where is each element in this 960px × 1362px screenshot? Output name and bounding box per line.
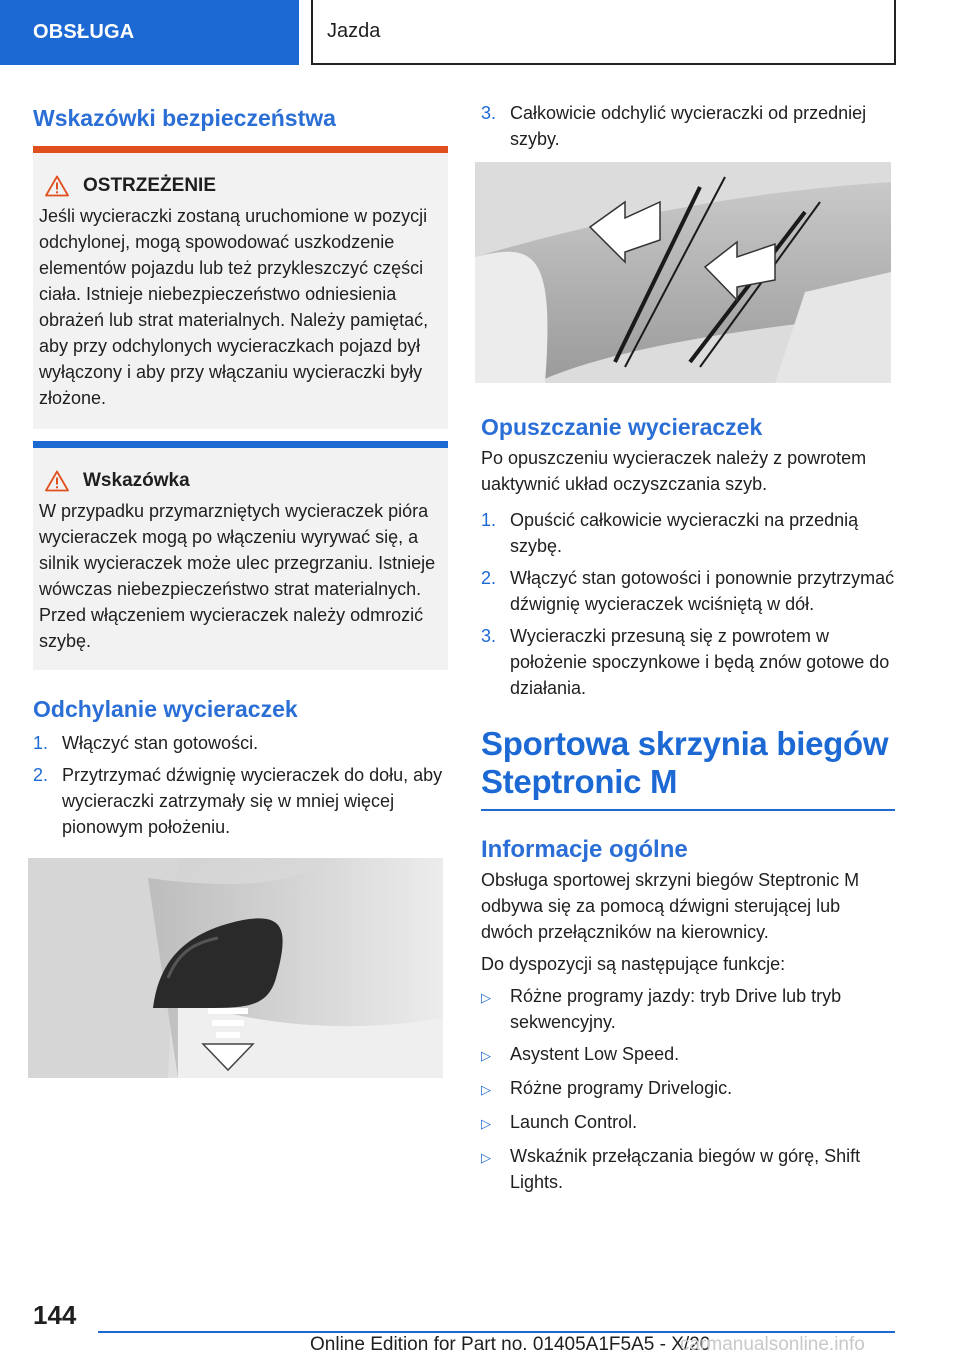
bullet-triangle-icon: ▷ (481, 1116, 491, 1131)
footer-rule (98, 1331, 895, 1333)
list-item: 3. Wycieraczki przesuną się z powrotem w położenie spoczynkowe i będą znów gotowe do działania. (481, 626, 890, 698)
functions-list (481, 983, 895, 1195)
warning-triangle-icon (45, 175, 69, 197)
section-rule (481, 809, 895, 811)
fold-steps-continued (481, 100, 895, 152)
bullet-triangle-icon: ▷ (481, 1048, 491, 1063)
hint-bar (33, 441, 448, 448)
lower-intro: Po opuszczeniu wycieraczek należy z powrotem uaktywnić układ oczyszczania szyb. (481, 448, 867, 494)
general-text: Obsługa sportowej skrzyni biegów Steptronic M odbywa się za pomocą dźwigni sterującej lub dwóch przełączników na kierownicy. (481, 870, 860, 942)
left-column (33, 100, 448, 1078)
list-item: 1. Włączyć stan gotowości. (33, 733, 259, 753)
right-column (481, 100, 895, 1201)
windshield-wipers-image (475, 162, 891, 383)
lower-steps (481, 507, 895, 701)
hint-title: Wskazówka (83, 470, 190, 491)
chapter-title: Jazda (311, 0, 896, 65)
bullet-triangle-icon: ▷ (481, 1150, 491, 1165)
section-title: Sportowa skrzynia biegów Steptronic M (481, 725, 889, 800)
list-item: 1. Opuścić całkowicie wycieraczki na przednią szybę. (481, 510, 859, 556)
edition-text: Online Edition for Part no. 01405A1F5A5 - X/20 (310, 1334, 711, 1355)
warning-title: OSTRZEŻENIE (83, 175, 217, 196)
warning-title-row (39, 173, 442, 199)
warning-bar (33, 146, 448, 153)
list-item: ▷ Różne programy Drivelogic. (481, 1075, 895, 1103)
general-heading: Informacje ogólne (481, 836, 688, 863)
list-item: ▷ Asystent Low Speed. (481, 1041, 895, 1069)
section-tab: OBSŁUGA (0, 0, 299, 65)
functions-intro: Do dyspozycji są następujące funkcje: (481, 954, 786, 974)
warning-text: Jeśli wycieraczki zostaną uruchomione w pozycji odchylonej, mogą spowodować uszkodzenie elementów pojazdu lub też przykleszczyć części ciała. Istnieje niebezpieczeństwo odniesienia obrażeń lub strat materialnych. Należy pamiętać, aby przy odchylonych wycieraczkach pojazd był wyłączony i aby przy włączaniu wycieraczki były złożone. (39, 206, 429, 408)
lower-heading: Opuszczanie wycieraczek (481, 414, 763, 440)
list-item: ▷ Wskaźnik przełączania biegów w górę, Shift Lights. (481, 1143, 895, 1195)
wiper-lever-image (28, 858, 443, 1078)
bullet-triangle-icon: ▷ (481, 1082, 491, 1097)
bullet-triangle-icon: ▷ (481, 990, 491, 1005)
safety-heading: Wskazówki bezpieczeństwa (33, 105, 336, 131)
warning-box (33, 153, 448, 429)
list-item: ▷ Launch Control. (481, 1109, 895, 1137)
fold-steps (33, 730, 448, 840)
list-item: 2. Przytrzymać dźwignię wycieraczek do dołu, aby wycieraczki zatrzymały się w mniej więcej pionowym położeniu. (33, 765, 443, 837)
list-item: 3. Całkowicie odchylić wycieraczki od przedniej szyby. (481, 103, 867, 149)
list-item: ▷ Różne programy jazdy: tryb Drive lub tryb sekwencyjny. (481, 983, 895, 1035)
hint-text: W przypadku przymarzniętych wycieraczek pióra wycieraczek mogą po włączeniu wyrywać się, a silnik wycieraczek może ulec przegrzaniu. Istnieje wówczas niebezpieczeństwo strat materialnych. Przed włączeniem wycieraczek należy odmrozić szybę. (39, 501, 436, 651)
watermark: carmanualsonline.info (680, 1334, 865, 1355)
page-number: 144 (33, 1300, 77, 1330)
hint-title-row (39, 468, 442, 494)
fold-heading: Odchylanie wycieraczek (33, 696, 298, 722)
warning-triangle-icon (45, 470, 69, 492)
hint-box (33, 448, 448, 670)
list-item: 2. Włączyć stan gotowości i ponownie przytrzymać dźwignię wycieraczek wciśniętą w dół. (481, 568, 895, 614)
